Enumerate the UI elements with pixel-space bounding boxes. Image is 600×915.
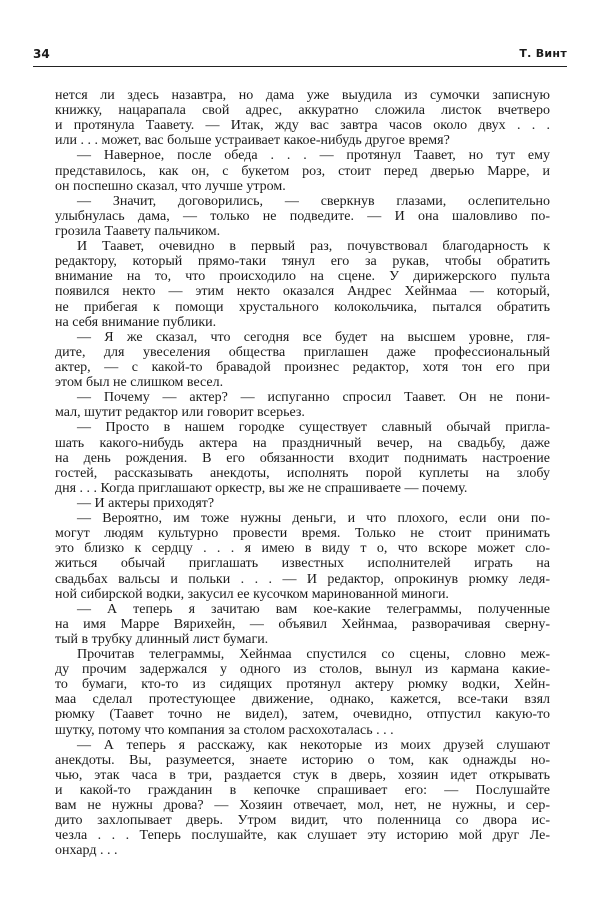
- text-line: на день рождения. В его обязанности входит поднимать настроение: [55, 450, 550, 466]
- text-line: чью, этак часа в три, раздается стук в дверь, хозяин идет открывать: [55, 767, 550, 783]
- text-line: Прочитав телеграммы, Хейнмаа спустился со сцены, словно меж-: [77, 647, 550, 663]
- text-line: — А теперь я зачитаю вам кое-какие телеграммы, полученные: [77, 601, 550, 617]
- text-line: свадьбах вальсы и польки . . . — И редактор, опрокинув рюмку ледя-: [55, 571, 550, 587]
- text-line: анекдоты. Вы, разумеется, знаете историю о том, как однажды но-: [55, 752, 550, 768]
- text-line: житься обычай приглашать известных исполнителей играть на: [55, 556, 550, 572]
- text-line: — Я же сказал, что сегодня все будет на высшем уровне, гля-: [77, 329, 550, 345]
- text-line: — И актеры приходят?: [77, 495, 215, 511]
- text-line: то бумаги, кто-то из сидящих протянул актеру рюмку водки, Хейн-: [55, 677, 550, 693]
- page-number: 34: [33, 47, 50, 61]
- paragraph: [55, 496, 550, 511]
- text-line: это близко к сердцу . . . я имею в виду т о, что вскоре может сло-: [55, 541, 550, 557]
- text-line: онхард . . .: [55, 843, 118, 859]
- text-line: — Просто в нашем городке существует славный обычай пригла-: [77, 420, 550, 436]
- text-line: улыбнулась дама, — только не подведите. — И она шаловливо по-: [55, 208, 550, 224]
- paragraph: [55, 390, 550, 420]
- paragraph: [55, 330, 550, 390]
- text-line: книжку, нацарапала свой адрес, аккуратно сложила листок вчетверо: [55, 103, 550, 119]
- text-line: могут людям культурно провести время. Только не стоит принимать: [55, 526, 550, 542]
- text-line: маа сделал протестующее движение, однако, кажется, все-таки взял: [55, 692, 550, 708]
- text-line: дня . . . Когда приглашают оркестр, вы же не спрашиваете — почему.: [55, 480, 468, 496]
- text-line: шать какого-нибудь актера на праздничный вечер, на свадьбу, даже: [55, 435, 550, 451]
- text-line: представилось, как он, с букетом роз, стоит перед дверью Марре, и: [55, 163, 550, 179]
- text-line: вам не нужны дрова? — Хозяин отвечает, мол, нет, не нужны, и сер-: [55, 798, 550, 814]
- text-line: — Почему — актер? — испуганно спросил Таавет. Он не пони-: [77, 390, 550, 406]
- text-line: этом был не слишком весел.: [55, 375, 224, 391]
- text-line: — Наверное, после обеда . . . — протянул Таавет, но тут ему: [77, 148, 550, 164]
- text-line: нется ли здесь назавтра, но дама уже выудила из сумочки записную: [55, 88, 550, 103]
- text-line: или . . . может, вас больше устраивает какое-нибудь другое время?: [55, 133, 450, 149]
- text-line: — А теперь я расскажу, как некоторые из моих друзей слушают: [77, 737, 550, 753]
- running-head-author: Т. Винт: [519, 47, 567, 60]
- text-line: ной сибирской водки, закусил ее кусочком маринованной миноги.: [55, 586, 449, 602]
- paragraph: [55, 738, 550, 859]
- text-line: чезла . . . Теперь послушайте, как слушает эту историю мой друг Ле-: [55, 828, 550, 844]
- text-line: появился некто — этим некто оказался Андрес Хейнмаа — который,: [55, 284, 550, 300]
- paragraph: [55, 88, 550, 148]
- paragraph: [55, 647, 550, 738]
- paragraph: [55, 420, 550, 496]
- text-line: — Значит, договорились, — сверкнув глазами, ослепительно: [77, 193, 550, 209]
- paragraph: [55, 148, 550, 193]
- text-line: И Таавет, очевидно в первый раз, почувствовал благодарность к: [77, 239, 550, 255]
- text-line: он поспешно сказал, что лучше утром.: [55, 178, 286, 194]
- paragraph: [55, 602, 550, 647]
- paragraph: [55, 194, 550, 239]
- paragraph: [55, 511, 550, 602]
- text-line: не прибегая к помощи хрустального колокольчика, пытался обратить: [55, 299, 550, 315]
- text-line: на имя Марре Вярихейн, — объявил Хейнмаа, разворачивая сверну-: [55, 616, 550, 632]
- header-rule: [33, 66, 567, 67]
- text-line: дито захлопывает дверь. Утром видит, что поленница со двора ис-: [55, 813, 550, 829]
- text-line: на себя внимание публики.: [55, 314, 217, 330]
- text-line: грозила Таавету пальчиком.: [55, 223, 221, 239]
- text-line: внимание на то, что происходило на сцене. У дирижерского пульта: [55, 269, 550, 285]
- text-line: редактору, который прямо-таки тянул его за рукав, чтобы обратить: [55, 254, 550, 270]
- text-line: и какой-то гражданин в кепочке спрашивает его: — Послушайте: [55, 783, 550, 799]
- text-line: — Вероятно, им тоже нужны деньги, и что плохого, если они по-: [77, 511, 550, 527]
- text-line: гостей, рассказывать анекдоты, исполнять порой куплеты на злобу: [55, 465, 550, 481]
- body-text: [55, 88, 550, 859]
- paragraph: [55, 239, 550, 330]
- text-line: ду прочим задержался у одного из столов, вынул из кармана какие-: [55, 662, 550, 678]
- text-line: и протянула Таавету. — Итак, жду вас завтра часов около двух . . .: [55, 118, 550, 134]
- text-line: мал, шутит редактор или говорит всерьез.: [55, 405, 305, 421]
- text-line: актер, — с какой-то бравадой произнес редактор, хотя тон его при: [55, 359, 550, 375]
- text-line: тый в трубку длинный лист бумаги.: [55, 631, 269, 647]
- text-line: рюмку (Таавет точно не видел), затем, очевидно, отпустил какую-то: [55, 707, 550, 723]
- text-line: дите, для увеселения общества приглашен даже профессиональный: [55, 344, 550, 360]
- text-line: шутку, потому что компания за столом расхохоталась . . .: [55, 722, 394, 738]
